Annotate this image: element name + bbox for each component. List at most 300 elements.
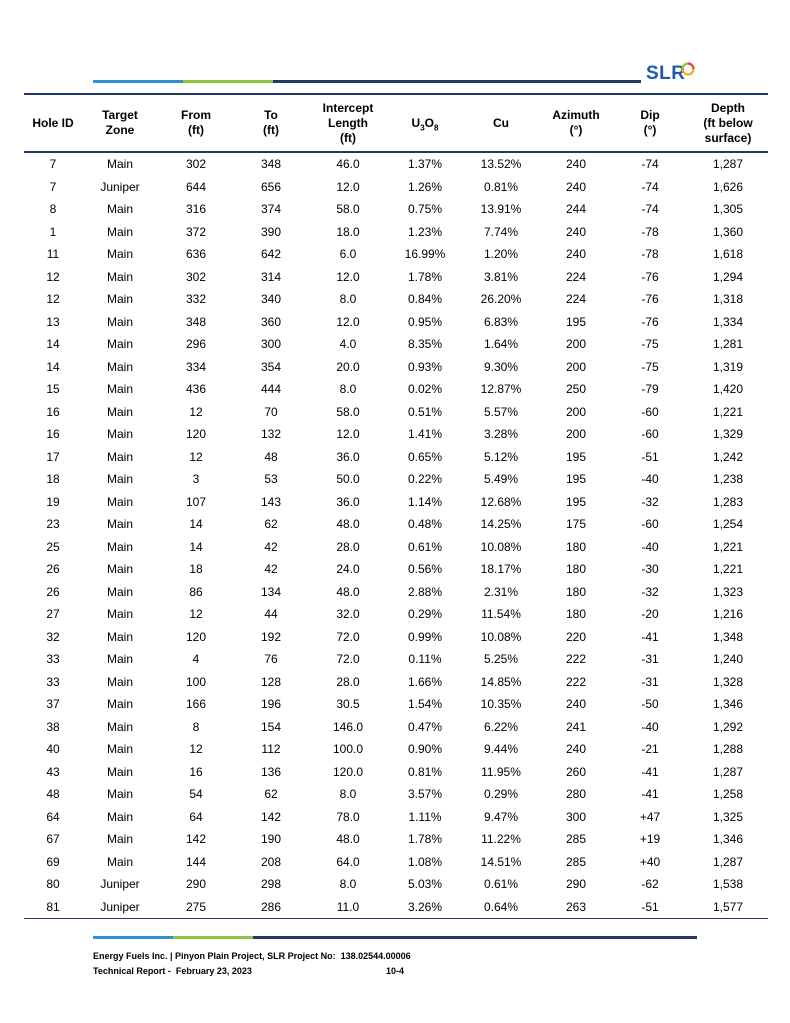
cell-hole-id: 18 <box>46 472 60 487</box>
table-row <box>24 783 768 806</box>
cell-cu: 10.08% <box>480 629 522 644</box>
cell-azimuth: 195 <box>565 472 587 487</box>
cell-hole-id: 12 <box>46 292 60 307</box>
cell-to: 132 <box>260 427 282 442</box>
cell-azimuth: 200 <box>565 404 587 419</box>
col-header-to: To (ft) <box>234 94 308 152</box>
col-header-u3o8: $U_3O_8$ <box>388 94 462 152</box>
cell-from: 12 <box>189 404 203 419</box>
cell-hole-id: 17 <box>46 449 60 464</box>
cell-dip: -32 <box>641 584 659 599</box>
cell-from: 54 <box>189 787 203 802</box>
cell-azimuth: 180 <box>565 539 587 554</box>
cell-azimuth: 200 <box>565 427 587 442</box>
cell-cu: 0.64% <box>462 896 540 919</box>
cell-cu: 5.57% <box>483 404 519 419</box>
slr-logo-icon <box>681 62 695 76</box>
cell-azimuth: 220 <box>565 629 587 644</box>
table-row <box>24 198 768 221</box>
cell-cu: 3.81% <box>483 269 519 284</box>
cell-hole-id: 12 <box>46 269 60 284</box>
cell-depth: 1,292 <box>712 719 744 734</box>
cell-intercept-length: 8.0 <box>339 292 357 307</box>
cell-intercept-length: 64.0 <box>336 854 360 869</box>
cell-depth: 1,305 <box>712 202 744 217</box>
cell-azimuth: 280 <box>565 787 587 802</box>
cell-hole-id: 16 <box>46 427 60 442</box>
cell-hole-id: 15 <box>46 382 60 397</box>
table-row <box>24 896 768 919</box>
cell-azimuth: 222 <box>565 652 587 667</box>
cell-from: 275 <box>158 896 234 919</box>
cell-intercept-length: 30.5 <box>336 697 360 712</box>
cell-cu: 1.20% <box>483 247 519 262</box>
footer-rule-navy <box>253 936 697 939</box>
cell-azimuth: 250 <box>565 382 587 397</box>
cell-intercept-length: 48.0 <box>336 832 360 847</box>
cell-cu: 6.83% <box>483 314 519 329</box>
cell-u3o8: 0.99% <box>407 629 443 644</box>
cell-depth: 1,323 <box>712 584 744 599</box>
cell-azimuth: 240 <box>565 157 587 172</box>
cell-from: 144 <box>185 854 207 869</box>
table-row <box>24 693 768 716</box>
cell-target-zone: Main <box>106 382 133 397</box>
cell-intercept-length: 12.0 <box>336 269 360 284</box>
cell-hole-id: 33 <box>46 674 60 689</box>
cell-from: 348 <box>185 314 207 329</box>
cell-hole-id: 69 <box>46 854 60 869</box>
cell-intercept-length: 28.0 <box>336 539 360 554</box>
cell-to: 112 <box>261 742 281 757</box>
cell-to: 656 <box>260 179 282 194</box>
cell-target-zone: Main <box>106 314 133 329</box>
footer-report-date: Technical Report - February 23, 2023 <box>93 966 252 976</box>
cell-azimuth: 285 <box>565 832 587 847</box>
cell-to: 42 <box>264 562 278 577</box>
cell-to: 300 <box>260 337 282 352</box>
cell-hole-id: 7 <box>49 179 57 194</box>
footer-rule-blue <box>93 936 173 939</box>
table-row <box>24 356 768 379</box>
cell-target-zone: Main <box>106 449 133 464</box>
cell-u3o8: 0.51% <box>407 404 443 419</box>
cell-depth: 1,319 <box>712 359 744 374</box>
cell-depth: 1,287 <box>712 157 744 172</box>
cell-to: 48 <box>264 449 278 464</box>
cell-dip: -20 <box>641 607 659 622</box>
cell-u3o8: 0.22% <box>407 472 443 487</box>
cell-hole-id: 27 <box>46 607 60 622</box>
table-row <box>24 221 768 244</box>
cell-cu: 9.44% <box>483 742 519 757</box>
cell-intercept-length: 12.0 <box>336 179 360 194</box>
cell-intercept-length: 78.0 <box>336 809 360 824</box>
cell-u3o8: 0.48% <box>407 517 443 532</box>
cell-target-zone: Main <box>106 247 133 262</box>
cell-azimuth: 224 <box>565 269 587 284</box>
table-header-row <box>24 94 768 152</box>
cell-hole-id: 19 <box>46 494 60 509</box>
cell-hole-id: 13 <box>46 314 60 329</box>
cell-intercept-length: 4.0 <box>339 337 357 352</box>
cell-depth: 1,334 <box>712 314 744 329</box>
cell-hole-id: 33 <box>46 652 60 667</box>
cell-dip: -78 <box>641 247 659 262</box>
cell-target-zone: Main <box>106 629 133 644</box>
cell-u3o8: 0.11% <box>408 652 442 667</box>
cell-to: 340 <box>260 292 282 307</box>
cell-hole-id: 67 <box>46 832 60 847</box>
header-rule-blue <box>93 80 183 83</box>
cell-to: 374 <box>260 202 282 217</box>
cell-azimuth: 195 <box>565 494 587 509</box>
cell-target-zone: Main <box>106 517 133 532</box>
cell-target-zone: Main <box>106 697 133 712</box>
cell-hole-id: 11 <box>46 247 60 262</box>
cell-hole-id: 1 <box>49 224 57 239</box>
cell-dip: -75 <box>641 359 659 374</box>
cell-depth: 1,242 <box>712 449 744 464</box>
table-row <box>24 311 768 334</box>
cell-depth: 1,254 <box>712 517 744 532</box>
cell-to: 298 <box>260 877 282 892</box>
cell-target-zone: Main <box>106 427 133 442</box>
cell-to: 42 <box>264 539 278 554</box>
footer-company-project: Energy Fuels Inc. | Pinyon Plain Project, SLR Project No: 138.02544.00006 <box>93 951 411 961</box>
cell-from: 12 <box>189 607 203 622</box>
cell-target-zone: Main <box>106 674 133 689</box>
cell-cu: 13.52% <box>480 157 522 172</box>
cell-u3o8: 1.78% <box>407 269 443 284</box>
cell-hole-id: 81 <box>24 896 82 919</box>
cell-azimuth: 244 <box>565 202 587 217</box>
cell-from: 86 <box>189 584 203 599</box>
cell-target-zone: Main <box>106 157 133 172</box>
cell-depth: 1,287 <box>712 764 744 779</box>
cell-u3o8: 3.26% <box>388 896 462 919</box>
cell-hole-id: 7 <box>49 157 57 172</box>
cell-dip: -75 <box>641 337 659 352</box>
cell-dip: -62 <box>641 877 659 892</box>
cell-target-zone: Main <box>106 359 133 374</box>
cell-dip: +19 <box>639 832 661 847</box>
cell-u3o8: 1.26% <box>407 179 443 194</box>
table-row <box>24 738 768 761</box>
cell-depth: 1,577 <box>688 896 768 919</box>
cell-depth: 1,283 <box>712 494 744 509</box>
cell-target-zone: Main <box>106 494 133 509</box>
cell-from: 316 <box>185 202 207 217</box>
table-row <box>24 243 768 266</box>
cell-depth: 1,281 <box>712 337 744 352</box>
cell-target-zone: Main <box>106 337 133 352</box>
cell-azimuth: 224 <box>565 292 587 307</box>
cell-u3o8: 1.11% <box>408 809 442 824</box>
table-row <box>24 401 768 424</box>
cell-dip: -31 <box>641 652 659 667</box>
cell-depth: 1,294 <box>712 269 744 284</box>
cell-u3o8: 5.03% <box>407 877 443 892</box>
cell-cu: 14.51% <box>480 854 522 869</box>
cell-u3o8: 0.29% <box>407 607 443 622</box>
cell-cu: 10.08% <box>480 539 522 554</box>
cell-from: 302 <box>185 157 207 172</box>
cell-from: 334 <box>185 359 207 374</box>
col-header-depth: Depth (ft below surface) <box>688 94 768 152</box>
cell-dip: -78 <box>641 224 659 239</box>
cell-u3o8: 1.23% <box>407 224 443 239</box>
cell-dip: -40 <box>641 719 659 734</box>
table-row <box>24 423 768 446</box>
cell-depth: 1,360 <box>712 224 744 239</box>
cell-cu: 10.35% <box>480 697 522 712</box>
cell-depth: 1,420 <box>712 382 744 397</box>
cell-target-zone: Main <box>106 809 133 824</box>
cell-intercept-length: 36.0 <box>336 449 360 464</box>
cell-azimuth: 222 <box>565 674 587 689</box>
cell-depth: 1,618 <box>712 247 744 262</box>
table-row <box>24 626 768 649</box>
cell-depth: 1,240 <box>712 652 744 667</box>
cell-u3o8: 0.56% <box>407 562 443 577</box>
cell-u3o8: 3.57% <box>407 787 443 802</box>
cell-from: 644 <box>185 179 207 194</box>
cell-azimuth: 195 <box>565 449 587 464</box>
col-header-hole-id: Hole ID <box>24 94 82 152</box>
table-row <box>24 873 768 896</box>
cell-azimuth: 290 <box>565 877 587 892</box>
table-row <box>24 152 768 176</box>
table-row <box>24 558 768 581</box>
table-row <box>24 333 768 356</box>
cell-from: 120 <box>185 427 207 442</box>
cell-dip: -41 <box>641 629 659 644</box>
cell-hole-id: 37 <box>46 697 60 712</box>
cell-azimuth: 260 <box>565 764 587 779</box>
cell-azimuth: 200 <box>565 337 587 352</box>
cell-depth: 1,348 <box>712 629 744 644</box>
cell-depth: 1,626 <box>712 179 744 194</box>
cell-target-zone: Main <box>106 224 133 239</box>
table-row <box>24 288 768 311</box>
cell-cu: 1.64% <box>483 337 519 352</box>
col-header-from: From (ft) <box>158 94 234 152</box>
cell-intercept-length: 12.0 <box>336 314 360 329</box>
cell-dip: -74 <box>641 157 659 172</box>
cell-hole-id: 43 <box>46 764 60 779</box>
cell-u3o8: 0.90% <box>407 742 443 757</box>
cell-intercept-length: 28.0 <box>336 674 360 689</box>
cell-cu: 3.28% <box>483 427 519 442</box>
cell-dip: -51 <box>612 896 688 919</box>
table-row <box>24 266 768 289</box>
cell-u3o8: 0.65% <box>407 449 443 464</box>
cell-to: 142 <box>260 809 282 824</box>
col-header-azimuth: Azimuth (°) <box>540 94 612 152</box>
col-header-target-zone: Target Zone <box>82 94 158 152</box>
cell-azimuth: 240 <box>565 179 587 194</box>
cell-to: 190 <box>260 832 282 847</box>
cell-target-zone: Main <box>106 787 133 802</box>
cell-depth: 1,258 <box>712 787 744 802</box>
cell-intercept-length: 8.0 <box>339 877 357 892</box>
cell-u3o8: 0.95% <box>407 314 443 329</box>
footer-rule <box>93 936 697 939</box>
cell-azimuth: 263 <box>540 896 612 919</box>
cell-to: 192 <box>260 629 282 644</box>
cell-u3o8: 0.84% <box>407 292 443 307</box>
cell-dip: -74 <box>641 179 659 194</box>
cell-to: 136 <box>260 764 282 779</box>
slr-logo-text: SLR <box>646 63 686 84</box>
cell-target-zone: Main <box>106 742 133 757</box>
cell-from: 302 <box>185 269 207 284</box>
cell-dip: -41 <box>641 787 659 802</box>
cell-from: 14 <box>189 539 203 554</box>
cell-from: 296 <box>185 337 207 352</box>
table-row <box>24 671 768 694</box>
cell-hole-id: 32 <box>46 629 60 644</box>
cell-to: 44 <box>264 607 278 622</box>
cell-from: 120 <box>185 629 207 644</box>
cell-depth: 1,538 <box>712 877 744 892</box>
cell-cu: 12.87% <box>480 382 522 397</box>
cell-azimuth: 195 <box>565 314 587 329</box>
cell-from: 436 <box>185 382 207 397</box>
cell-cu: 11.22% <box>481 832 521 847</box>
cell-from: 100 <box>185 674 207 689</box>
cell-target-zone: Main <box>106 202 133 217</box>
cell-azimuth: 180 <box>565 584 587 599</box>
cell-to: 196 <box>260 697 282 712</box>
cell-hole-id: 26 <box>46 584 60 599</box>
cell-to: 444 <box>260 382 282 397</box>
cell-cu: 12.68% <box>480 494 522 509</box>
cell-azimuth: 300 <box>565 809 587 824</box>
cell-cu: 9.30% <box>483 359 519 374</box>
cell-depth: 1,221 <box>712 539 744 554</box>
cell-from: 3 <box>192 472 200 487</box>
cell-cu: 14.85% <box>480 674 522 689</box>
cell-cu: 11.95% <box>481 764 521 779</box>
cell-from: 18 <box>189 562 203 577</box>
footer-rule-green <box>173 936 253 939</box>
cell-cu: 5.12% <box>483 449 519 464</box>
cell-intercept-length: 58.0 <box>336 202 360 217</box>
cell-intercept-length: 72.0 <box>336 629 360 644</box>
table-row <box>24 581 768 604</box>
cell-from: 4 <box>192 652 200 667</box>
cell-intercept-length: 72.0 <box>336 652 360 667</box>
page-number: 10-4 <box>386 966 405 976</box>
cell-dip: -32 <box>641 494 659 509</box>
cell-from: 8 <box>192 719 200 734</box>
cell-depth: 1,346 <box>712 697 744 712</box>
cell-cu: 7.74% <box>483 224 519 239</box>
cell-to: 128 <box>260 674 282 689</box>
cell-azimuth: 240 <box>565 742 587 757</box>
cell-u3o8: 0.75% <box>407 202 443 217</box>
cell-to: 642 <box>260 247 282 262</box>
cell-dip: -76 <box>641 292 659 307</box>
cell-from: 12 <box>189 742 203 757</box>
cell-dip: -60 <box>641 427 659 442</box>
cell-to: 348 <box>260 157 282 172</box>
table-row <box>24 603 768 626</box>
cell-from: 12 <box>189 449 203 464</box>
cell-to: 70 <box>264 404 278 419</box>
cell-to: 286 <box>234 896 308 919</box>
cell-dip: +40 <box>639 854 661 869</box>
cell-hole-id: 80 <box>46 877 60 892</box>
cell-from: 290 <box>185 877 207 892</box>
cell-cu: 5.49% <box>483 472 519 487</box>
cell-intercept-length: 20.0 <box>336 359 360 374</box>
cell-u3o8: 16.99% <box>404 247 446 262</box>
cell-hole-id: 14 <box>46 359 60 374</box>
cell-cu: 0.81% <box>483 179 519 194</box>
cell-u3o8: 1.37% <box>407 157 443 172</box>
cell-intercept-length: 48.0 <box>336 517 360 532</box>
cell-azimuth: 175 <box>565 517 587 532</box>
cell-target-zone: Main <box>106 584 133 599</box>
cell-intercept-length: 50.0 <box>336 472 360 487</box>
cell-to: 76 <box>264 652 278 667</box>
cell-azimuth: 285 <box>565 854 587 869</box>
cell-cu: 26.20% <box>480 292 522 307</box>
cell-intercept-length: 48.0 <box>336 584 360 599</box>
header-rule-navy <box>273 80 641 83</box>
cell-dip: -79 <box>641 382 659 397</box>
cell-from: 636 <box>185 247 207 262</box>
cell-depth: 1,288 <box>712 742 744 757</box>
cell-intercept-length: 11.0 <box>308 896 388 919</box>
cell-intercept-length: 24.0 <box>336 562 360 577</box>
cell-cu: 13.91% <box>480 202 522 217</box>
cell-to: 314 <box>260 269 282 284</box>
cell-intercept-length: 6.0 <box>339 247 357 262</box>
cell-u3o8: 0.61% <box>407 539 443 554</box>
col-header-cu: Cu <box>462 94 540 152</box>
cell-azimuth: 200 <box>565 359 587 374</box>
cell-depth: 1,216 <box>712 607 744 622</box>
cell-intercept-length: 120.0 <box>332 764 364 779</box>
table-row <box>24 716 768 739</box>
cell-intercept-length: 36.0 <box>336 494 360 509</box>
cell-intercept-length: 12.0 <box>336 427 360 442</box>
cell-cu: 11.54% <box>481 607 521 622</box>
cell-dip: -74 <box>641 202 659 217</box>
cell-u3o8: 0.47% <box>407 719 443 734</box>
cell-to: 360 <box>260 314 282 329</box>
table-row <box>24 851 768 874</box>
cell-to: 143 <box>260 494 282 509</box>
cell-cu: 5.25% <box>483 652 519 667</box>
cell-azimuth: 240 <box>565 247 587 262</box>
cell-from: 107 <box>185 494 207 509</box>
cell-from: 142 <box>185 832 207 847</box>
cell-u3o8: 0.81% <box>407 764 443 779</box>
cell-hole-id: 64 <box>46 809 60 824</box>
cell-depth: 1,238 <box>712 472 744 487</box>
cell-target-zone: Main <box>106 607 133 622</box>
cell-cu: 9.47% <box>483 809 519 824</box>
cell-to: 62 <box>264 517 278 532</box>
drill-intercepts-table <box>24 93 768 919</box>
cell-cu: 0.61% <box>483 877 519 892</box>
table-row <box>24 468 768 491</box>
